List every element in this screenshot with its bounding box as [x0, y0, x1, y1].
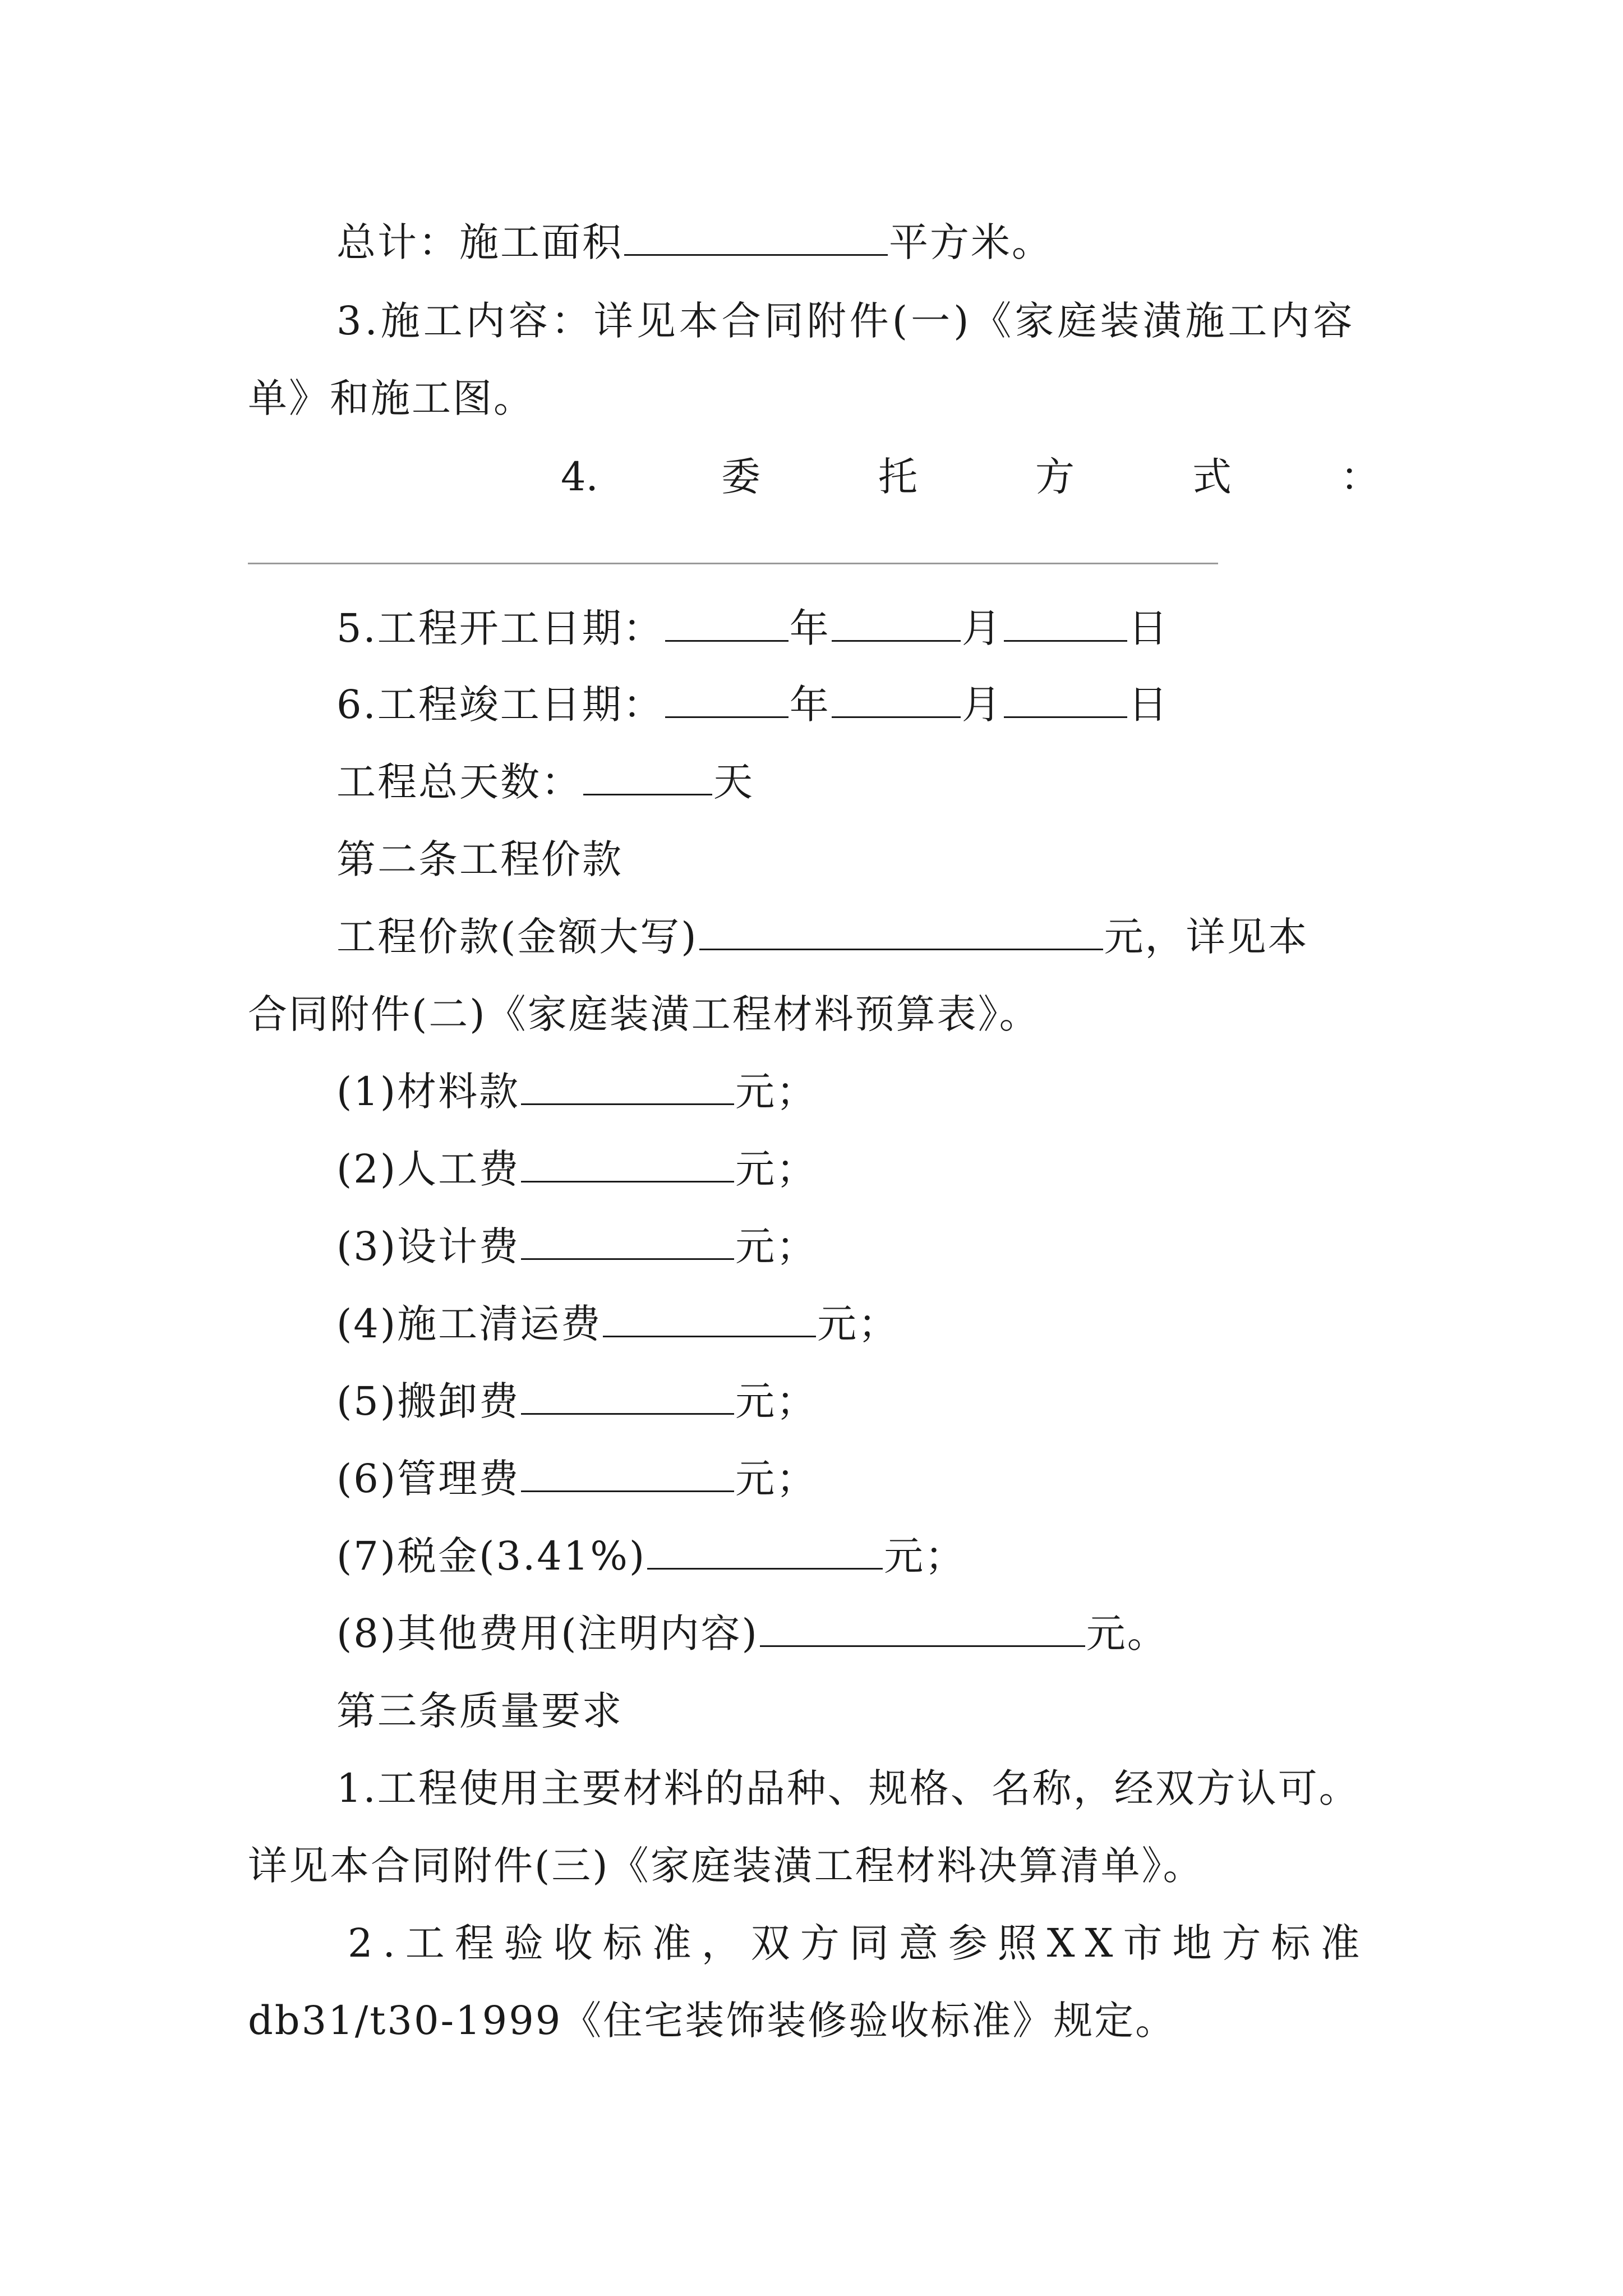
end-day-unit: 日 [1128, 682, 1169, 728]
fee-unit: 元； [735, 1069, 818, 1115]
fee-label: (2)人工费 [336, 1146, 520, 1192]
fee-unit: 元； [735, 1223, 818, 1269]
start-month-blank [832, 605, 961, 642]
fee-unit: 元。 [1086, 1611, 1168, 1657]
commission-char-3: 方 [1035, 454, 1075, 500]
price-line1 [336, 909, 1309, 965]
commission-char-4: 式 [1192, 454, 1232, 500]
start-year-blank [665, 605, 789, 642]
start-date-line [336, 600, 1169, 656]
fee-label: (7)税金(3.41%) [336, 1533, 647, 1579]
fee-unit: 元； [817, 1301, 900, 1347]
start-date-label: 5.工程开工日期： [336, 605, 664, 651]
end-date-line [336, 677, 1169, 733]
fee-label: (3)设计费 [336, 1223, 520, 1269]
construction-content-line2: 单》和施工图。 [248, 375, 534, 421]
fee-blank [521, 1378, 734, 1415]
total-days-unit: 天 [713, 759, 754, 805]
fee-item-management [336, 1451, 817, 1507]
quality-2-line2: db31/t30-1999《住宅装饰装修验收标准》规定。 [248, 1998, 1177, 2044]
price-label: 工程价款(金额大写) [336, 914, 698, 960]
commission-colon: ： [1340, 454, 1380, 500]
price-tail: 元，详见本 [1104, 914, 1309, 960]
start-year-unit: 年 [789, 605, 831, 651]
fee-label: (4)施工清运费 [336, 1301, 602, 1347]
fee-unit: 元； [735, 1378, 818, 1424]
end-year-blank [665, 682, 789, 718]
end-year-unit: 年 [789, 682, 831, 728]
total-days-label: 工程总天数： [336, 759, 582, 805]
fee-item-handling [336, 1373, 817, 1429]
fee-blank [521, 1146, 734, 1182]
fee-label: (8)其他费用(注明内容) [336, 1611, 759, 1657]
end-day-blank [1004, 682, 1127, 718]
quality-1-line1: 1.工程使用主要材料的品种、规格、名称，经双方认可。 [336, 1765, 1360, 1811]
article-2-title: 第二条工程价款 [336, 836, 623, 882]
price-line2: 合同附件(二)《家庭装潢工程材料预算表》。 [248, 991, 1040, 1037]
total-area-line [336, 214, 1053, 270]
area-blank [624, 219, 888, 256]
commission-char-1: 委 [721, 454, 760, 500]
end-month-unit: 月 [961, 682, 1003, 728]
quality-1-line2: 详见本合同附件(三)《家庭装潢工程材料决算清单》。 [248, 1843, 1204, 1889]
price-blank [699, 914, 1103, 950]
total-days-line [336, 754, 754, 810]
fee-blank [603, 1301, 816, 1337]
fee-blank [521, 1456, 734, 1492]
start-day-unit: 日 [1128, 605, 1169, 651]
fee-unit: 元； [735, 1456, 818, 1502]
fee-blank [521, 1069, 734, 1105]
construction-content-line1: 3.施工内容：详见本合同附件(一)《家庭装潢施工内容 [336, 298, 1356, 344]
total-area-label: 总计：施工面积 [336, 219, 623, 265]
total-area-unit: 平方米。 [889, 219, 1053, 265]
fee-unit: 元； [735, 1146, 818, 1192]
fee-item-design [336, 1218, 817, 1274]
article-3-title: 第三条质量要求 [336, 1688, 623, 1734]
start-month-unit: 月 [961, 605, 1003, 651]
fee-label: (6)管理费 [336, 1456, 520, 1502]
fee-item-cleanup [336, 1296, 899, 1352]
fee-item-labor [336, 1141, 817, 1197]
fee-item-other [336, 1605, 1168, 1662]
commission-num: 4. [561, 454, 598, 500]
start-day-blank [1004, 605, 1127, 642]
fee-label: (5)搬卸费 [336, 1378, 520, 1424]
total-days-blank [583, 759, 712, 795]
quality-2-line1: 2.工程验收标准，双方同意参照XX市地方标准 [348, 1920, 1370, 1966]
end-month-blank [832, 682, 961, 718]
fee-blank [760, 1611, 1085, 1647]
end-date-label: 6.工程竣工日期： [336, 682, 664, 728]
fee-item-material [336, 1064, 817, 1120]
commission-method-blank [248, 563, 1218, 564]
fee-label: (1)材料款 [336, 1069, 520, 1115]
fee-unit: 元； [884, 1533, 966, 1579]
commission-char-2: 托 [878, 454, 917, 500]
fee-blank [647, 1533, 883, 1570]
fee-item-tax [336, 1528, 966, 1584]
fee-blank [521, 1223, 734, 1260]
